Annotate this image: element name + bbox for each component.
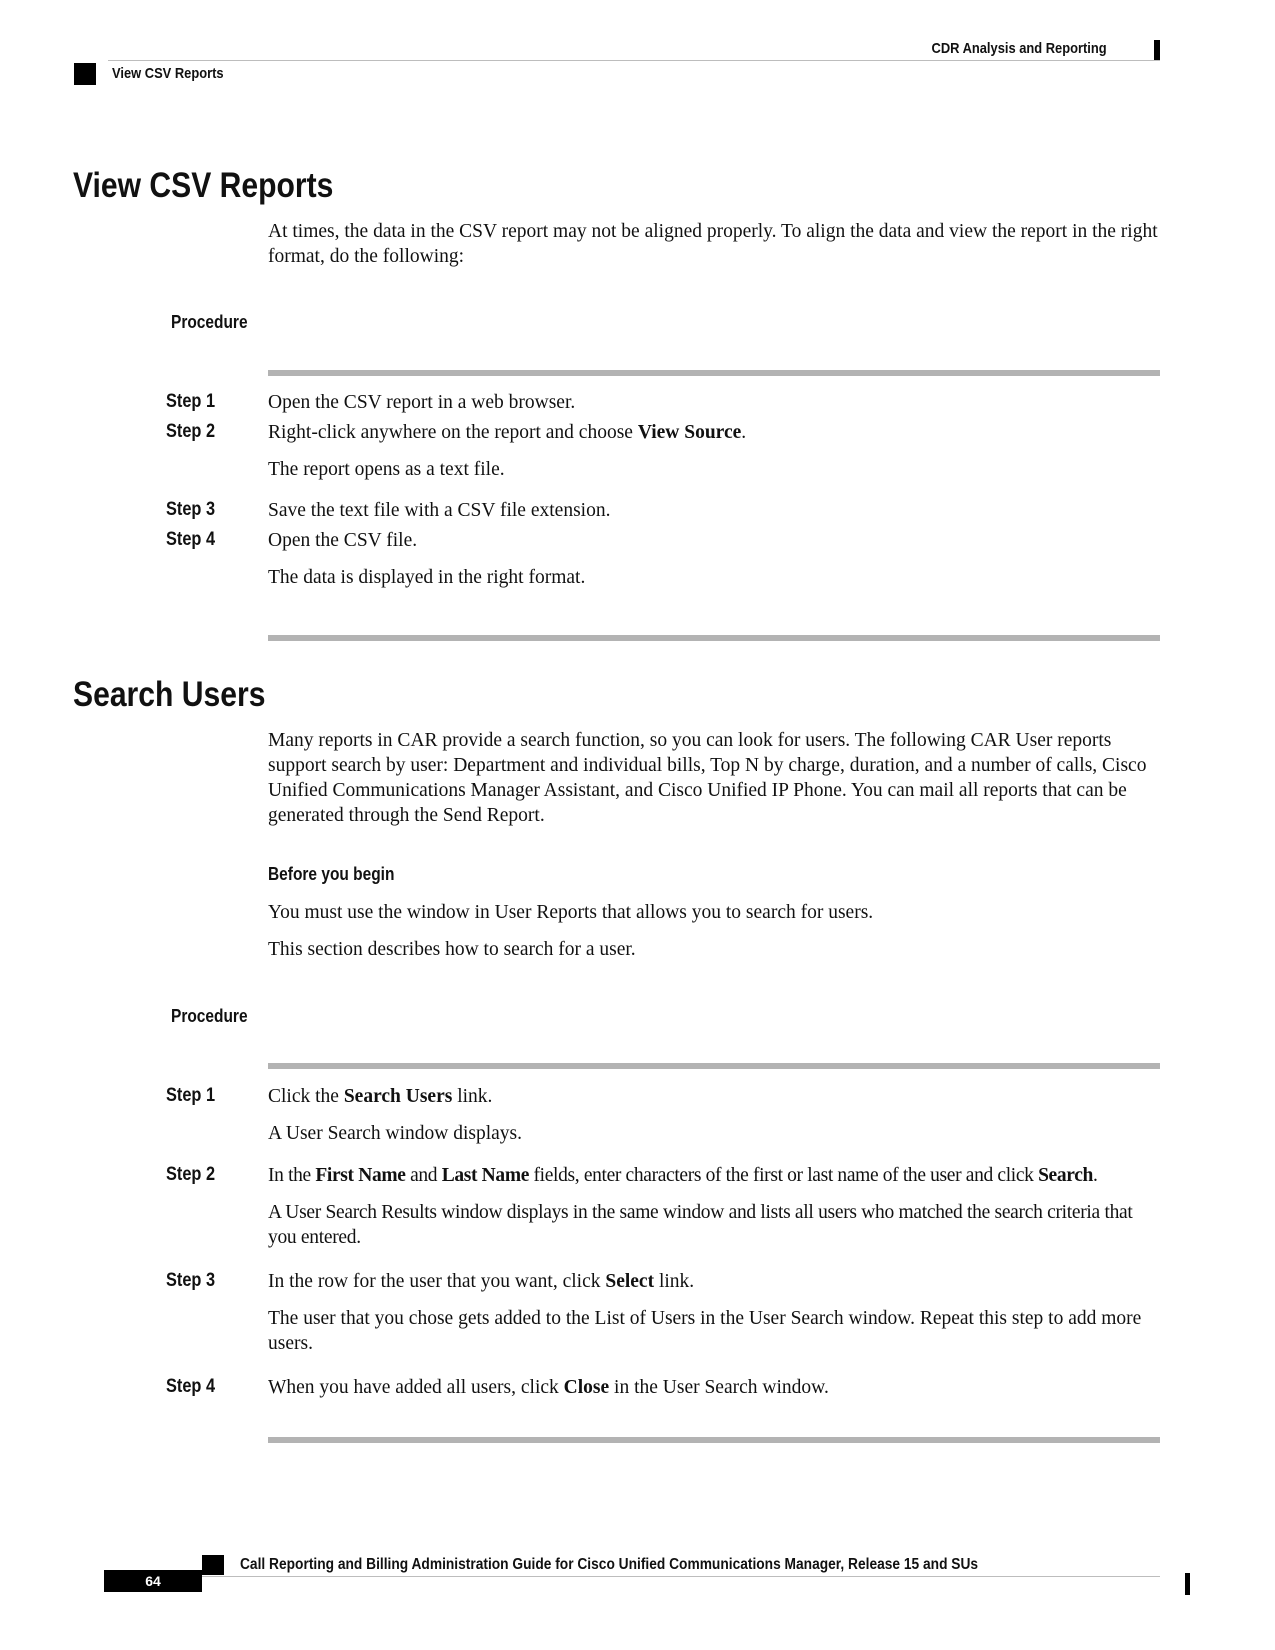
procedure-bottom-rule [268,1437,1160,1443]
step-label: Step 4 [166,529,216,550]
footer-square-marker [202,1555,224,1575]
procedure-bottom-rule [268,635,1160,641]
step-text [268,1163,1163,1188]
ui-term-close: Close [563,1377,610,1398]
step-text-part: in the User Search window. [609,1377,829,1398]
running-header-chapter: CDR Analysis and Reporting [931,40,1107,57]
procedure-top-rule [268,1063,1160,1069]
running-header-section: View CSV Reports [112,65,224,82]
step-result: The user that you chose gets added to the List of Users in the User Search window. Repeat this step to add more users. [268,1308,1142,1354]
step-result: The report opens as a text file. [268,459,505,480]
view-csv-intro: At times, the data in the CSV report may not be aligned properly. To align the data and view the report in the right format, do the following: [268,221,1158,267]
step-label: Step 3 [166,1270,216,1291]
procedure-top-rule [268,370,1160,376]
procedure-heading: Procedure [171,1006,248,1026]
ui-term-search-users: Search Users [343,1086,453,1107]
header-rule [108,60,1160,61]
step-text: Save the text file with a CSV file extension. [268,500,611,521]
step-text [268,1269,1163,1294]
header-square-marker [74,63,96,85]
section-heading-search-users: Search Users [73,675,266,714]
header-bar [1154,40,1160,61]
step-text-part: link. [452,1086,493,1107]
step-result: A User Search Results window displays in the same window and lists all users who matched the search criteria that you entered. [268,1202,1133,1248]
step-text-part: In the row for the user that you want, click [268,1271,606,1292]
search-users-intro: Many reports in CAR provide a search function, so you can look for users. The following CAR User reports support search by user: Department and individual bills, Top N by charge, duration, and a number of calls, Cisco Unified Communications Manager Assistant, and Cisco Unified IP Phone. You can mail all reports that can be generated through the Send Report. [268,730,1147,826]
step-text [268,1375,1163,1400]
step-text [268,420,1163,445]
page-number: 64 [104,1570,202,1592]
step-text-part: and [405,1165,442,1186]
step-text-part: . [1093,1165,1098,1186]
before-you-begin-text: You must use the window in User Reports that allows you to search for users. [268,902,874,923]
ui-term-select: Select [605,1271,655,1292]
step-text-part: link. [654,1271,695,1292]
ui-term-view-source: View Source [637,422,742,443]
step-text: Open the CSV file. [268,530,418,551]
ui-term-search: Search [1038,1165,1094,1186]
procedure-heading: Procedure [171,312,248,332]
step-result: A User Search window displays. [268,1123,523,1144]
step-label: Step 2 [166,1164,216,1185]
footer-rule [202,1576,1160,1577]
step-result: The data is displayed in the right format. [268,567,586,588]
step-text [268,1084,1163,1109]
ui-term-first-name: First Name [315,1165,406,1186]
step-text: Open the CSV report in a web browser. [268,392,576,413]
step-text-part: . [741,422,747,443]
before-you-begin-heading: Before you begin [268,864,395,884]
footer-guide-title: Call Reporting and Billing Administration Guide for Cisco Unified Communications Manager, Release 15 and SUs [240,1556,979,1573]
step-label: Step 1 [166,1085,216,1106]
step-text-part: In the [268,1165,316,1186]
before-you-begin-text: This section describes how to search for a user. [268,939,636,960]
footer-bar [1185,1573,1190,1595]
ui-term-last-name: Last Name [441,1165,530,1186]
step-text-part: fields, enter characters of the first or last name of the user and click [529,1165,1039,1186]
step-text-part: When you have added all users, click [268,1377,564,1398]
step-label: Step 2 [166,421,216,442]
step-label: Step 1 [166,391,216,412]
step-text-part: Right-click anywhere on the report and choose [268,422,638,443]
step-label: Step 4 [166,1376,216,1397]
section-heading-view-csv: View CSV Reports [73,166,334,205]
step-text-part: Click the [268,1086,344,1107]
step-label: Step 3 [166,499,216,520]
